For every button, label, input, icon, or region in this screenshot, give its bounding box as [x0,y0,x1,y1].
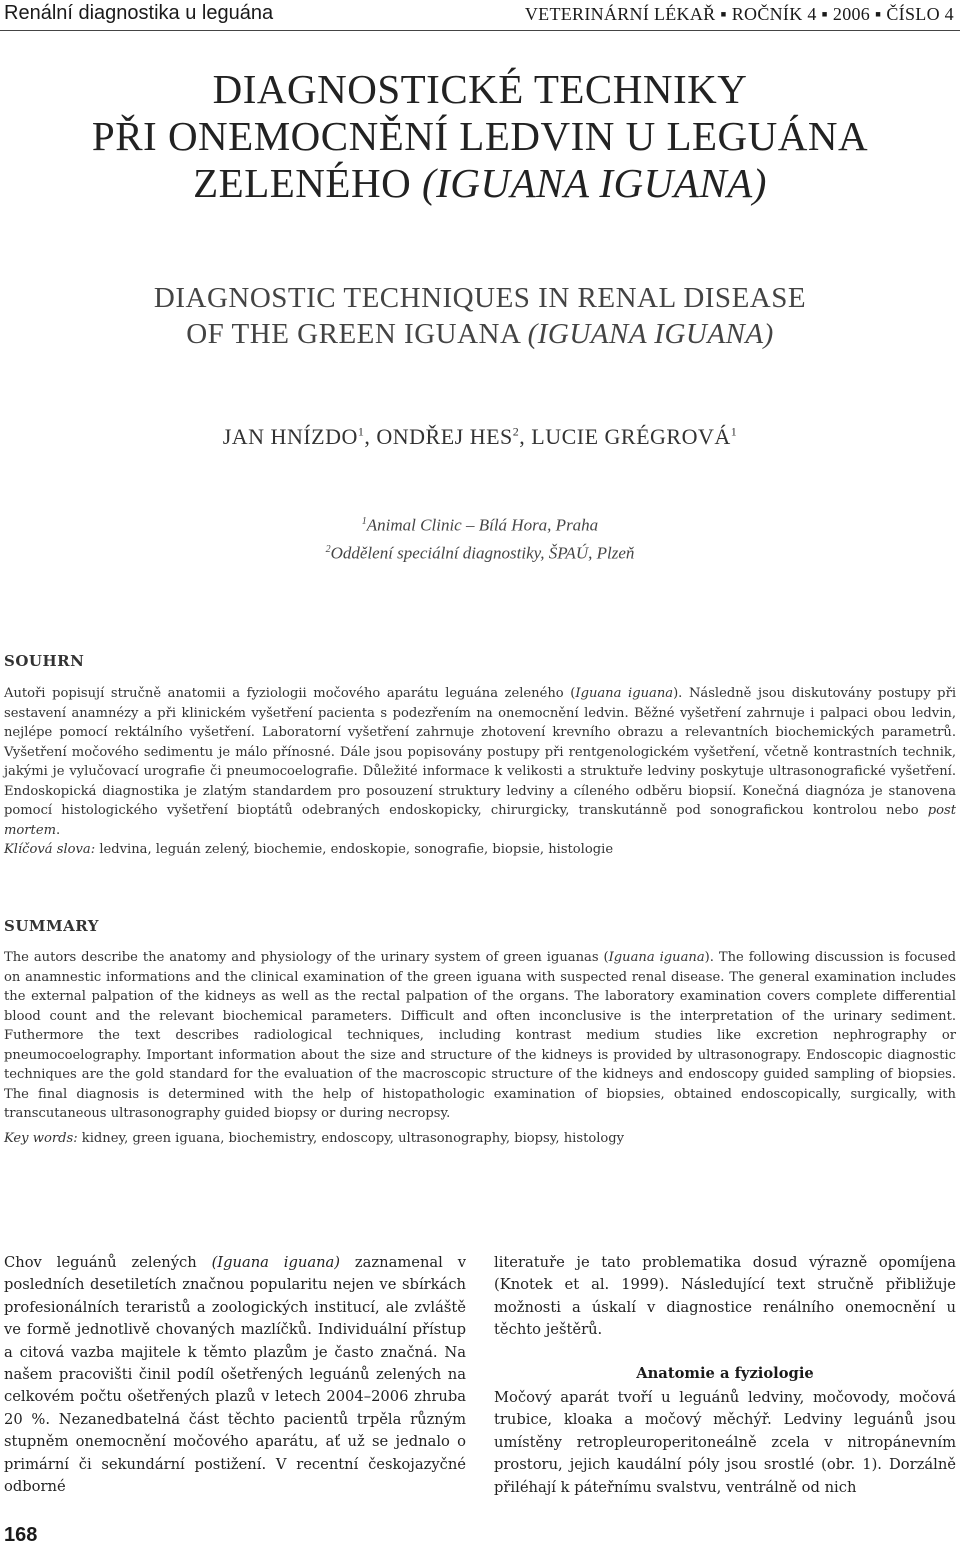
affiliation-1-text: Animal Clinic – Bílá Hora, Praha [366,515,599,535]
body-left-text-2: zaznamenal v posledních desetiletích značnou popularitu nejen ve sbírkách profesionálních teraristů a zoologických institucí, ale zvláště ve formě jednotlivě chovaných mazlíčků. Individuální přístup a citová vazba majitele k těmto plazům je často značná. Na našem pracovišti činil podíl ošetřených leguánů zelených na celkovém počtu ošetřených plazů v letech 2004–2006 zhruba 20 %. Nezanedbatelná část těchto pacientů trpěla různým stupněm onemocnění močového aparátu, ať už se jednalo o primární či sekundární postižení. V recentní českojazyčné odborné [4,1254,466,1496]
affiliation-1 [0,510,960,538]
souhrn-text-1: Autoři popisují stručně anatomii a fyziologii močového aparátu leguána zeleného ( [4,686,576,701]
body-left-column [4,1252,466,1498]
souhrn-post-mortem: post mortem [4,803,956,838]
souhrn-text [4,684,956,840]
souhrn-species: Iguana iguana [575,686,674,701]
summary-species: Iguana iguana [608,950,705,965]
affiliations [0,510,960,565]
affiliation-2 [0,538,960,566]
affiliation-2-mark: 2 [325,543,331,555]
summary-text-1: The autors describe the anatomy and physiology of the urinary system of green iguanas ( [4,950,609,965]
running-title: Renální diagnostika u leguána [4,2,274,24]
page-number: 168 [4,1524,38,1546]
title-line-2: PŘI ONEMOCNĚNÍ LEDVIN U LEGUÁNA [91,113,869,159]
souhrn-keywords-text: ledvina, leguán zelený, biochemie, endoskopie, sonografie, biopsie, histologie [95,842,614,857]
subtitle-line-2 [0,316,960,352]
souhrn-text-3: . [56,822,61,838]
body-left-text-1: Chov leguánů zelených [4,1254,212,1271]
author-3: , LUCIE GRÉGROVÁ [519,424,731,449]
english-title [0,280,960,352]
author-1: JAN HNÍZDO [222,424,358,449]
summary-keywords-text: kidney, green iguana, biochemistry, endoscopy, ultrasonography, biopsy, histology [77,1131,625,1146]
author-3-affil-mark: 1 [730,424,738,439]
summary-text [4,948,956,1124]
body-right-paragraph-2: Močový aparát tvoří u leguánů ledviny, močovody, močová trubice, kloaka a močový měchýř. Ledviny leguánů jsou umístěny retropleuroperitoneálně zcela v nitropánevním prostoru, jejich kaudální póly jsou srostlé (obr. 1). Dorzálně přiléhají k páteřnímu svalstvu, ventrálně od nich [494,1389,956,1496]
affiliation-1-mark: 1 [361,516,367,527]
title-line-3-italic: (IGUANA IGUANA) [421,160,767,206]
title-line-1: DIAGNOSTICKÉ TECHNIKY [212,66,748,112]
summary-heading: SUMMARY [4,917,99,935]
affiliation-2-text: Oddělení speciální diagnostiky, ŠPAÚ, Plzeň [330,543,635,563]
author-list [0,424,960,450]
section-heading-anatomy: Anatomie a fyziologie [636,1365,814,1382]
author-2-affil-mark: 2 [512,424,520,439]
title-line-3 [0,160,960,207]
running-header [0,0,960,30]
title-line-3-text: ZELENÉHO [193,160,422,206]
author-2: , ONDŘEJ HES [364,424,513,449]
body-right-paragraph-1: literatuře je tato problematika dosud výrazně opomíjena (Knotek et al. 1999). Následující text stručně přibližuje možnosti a úskalí v diagnostice renálního onemocnění u těchto ještěrů. [494,1254,956,1339]
souhrn-heading: SOUHRN [4,652,85,670]
header-rule [0,30,960,31]
article-title [0,66,960,207]
author-1-affil-mark: 1 [357,424,365,439]
souhrn-text-2: ). Následně jsou diskutovány postupy při sestavení anamnézy a při klinickém vyšetření pacienta s podezřením na onemocnění ledvin. Běžné vyšetření zahrnuje i palpaci obou ledvin, nejlépe pomocí rektálního vyšetření. Laboratorní vyšetření zahrnuje zhotovení krevního obrazu a relevantních biochemických parametrů. Vyšetření močového sedimentu je málo přínosné. Dále jsou popisovány postupy při rentgenologickém vyšetření, včetně kontrastních technik, jakými je vylučovací urografie či pneumocoelografie. Důležité informace k velikosti a struktuře ledviny poskytuje ultrasonografické vyšetření. Endoskopická diagnostika je zlatým standardem pro posouzení struktury ledviny a cíleného odběru biopsií. Konečná diagnóza je stanovena pomocí histologického vyšetření bioptátů odebraných endoskopicky, chirurgicky, transkutánně pod sonografickou kontrolou nebo [4,686,957,818]
subtitle-line-2-text: OF THE GREEN IGUANA [186,318,528,350]
summary-text-2: ). The following discussion is focused on anamnestic informations and the clinical examination of the green iguana with suspected renal disease. The general examination includes the external palpation of the kidneys as well as the rectal palpation of the organs. The laboratory examination covers complete differential blood count and the relevant biochemical parameters. Difficult and often inconclusive is the interpretation of the urinary sediment. Futhermore the text describes radiological techniques, including kontrast medium studies like excretion nephrography or pneumocoelography. Important information about the size and structure of the kidneys is provided by ultrasonograpy. Endoscopic diagnostic techniques are the gold standard for the evaluation of the macroscopic structure of the kidneys and endoscopy guided sampling of biopsies. The final diagnosis is determined with the help of histopathologic examination of biopsies, obtained endoscopically, surgically, with transcutaneous ultrasonography guided biopsy or during necropsy. [4,950,956,1121]
body-left-species: (Iguana iguana) [211,1254,341,1271]
journal-info: VETERINÁRNÍ LÉKAŘ ▪ ROČNÍK 4 ▪ 2006 ▪ ČÍSLO 4 [524,4,954,24]
subtitle-line-2-italic: (IGUANA IGUANA) [527,318,774,350]
souhrn-keywords-label: Klíčová slova: [4,842,96,857]
souhrn-keywords [4,840,956,860]
summary-keywords-label: Key words: [4,1131,78,1146]
summary-keywords [4,1129,956,1149]
subtitle-line-1: DIAGNOSTIC TECHNIQUES IN RENAL DISEASE [153,282,807,314]
